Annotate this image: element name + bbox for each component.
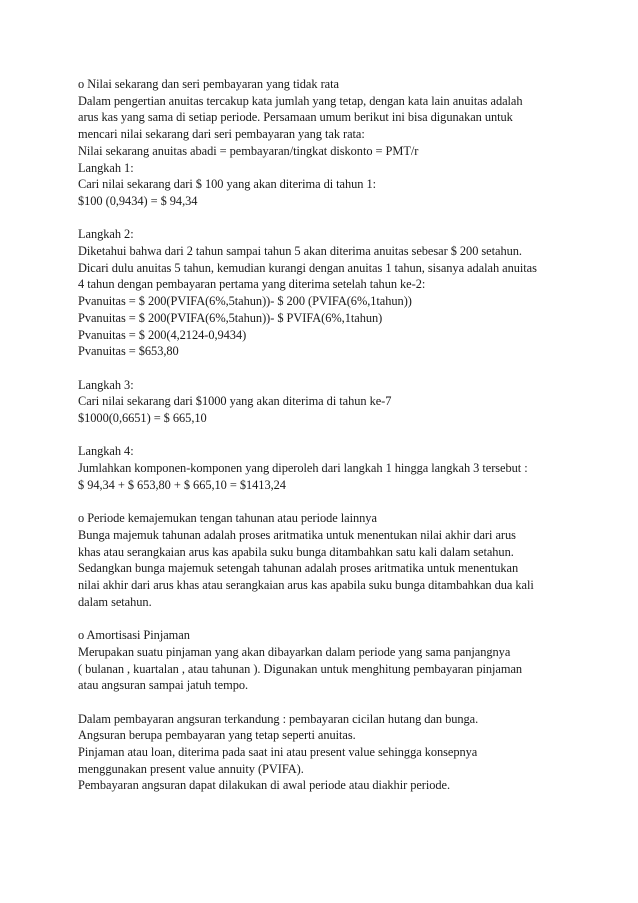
section-heading: o Periode kemajemukan tengan tahunan atau periode lainnya bbox=[78, 511, 377, 526]
paragraph-line: Cari nilai sekarang dari $1000 yang akan diterima di tahun ke-7 bbox=[78, 394, 392, 409]
formula-line: Pvanuitas = $ 200(4,2124-0,9434) bbox=[78, 327, 247, 342]
formula-line: $100 (0,9434) = $ 94,34 bbox=[78, 193, 198, 208]
paragraph-line: Dalam pengertian anuitas tercakup kata jumlah yang tetap, dengan kata lain anuitas adalah bbox=[78, 93, 523, 108]
step-heading: Langkah 2: bbox=[78, 227, 134, 242]
paragraph-gap bbox=[78, 427, 578, 444]
paragraph-line: khas atau serangkaian arus kas apabila suku bunga ditambahkan satu kali dalam setahun. bbox=[78, 544, 514, 559]
section-periode-kemajemukan bbox=[78, 510, 578, 610]
paragraph-line: Pembayaran angsuran dapat dilakukan di awal periode atau diakhir periode. bbox=[78, 778, 451, 793]
paragraph-line: arus kas yang sama di setiap periode. Persamaan umum berikut ini bisa digunakan untuk bbox=[78, 110, 513, 125]
formula-line: Pvanuitas = $653,80 bbox=[78, 344, 179, 359]
step-heading: Langkah 3: bbox=[78, 377, 134, 392]
formula-line: Pvanuitas = $ 200(PVIFA(6%,5tahun))- $ 200 (PVIFA(6%,1tahun)) bbox=[78, 294, 412, 309]
paragraph-line: Cari nilai sekarang dari $ 100 yang akan diterima di tahun 1: bbox=[78, 177, 377, 192]
paragraph-line: mencari nilai sekarang dari seri pembayaran yang tak rata: bbox=[78, 127, 365, 142]
paragraph-line: menggunakan present value annuity (PVIFA). bbox=[78, 761, 304, 776]
paragraph-line: atau angsuran sampai jatuh tempo. bbox=[78, 678, 249, 693]
step-heading: Langkah 4: bbox=[78, 444, 134, 459]
paragraph-line: Dalam pembayaran angsuran terkandung : pembayaran cicilan hutang dan bunga. bbox=[78, 711, 479, 726]
paragraph-gap bbox=[78, 694, 578, 711]
section-langkah-4 bbox=[78, 443, 578, 493]
section-heading: o Amortisasi Pinjaman bbox=[78, 628, 190, 643]
formula-line: Pvanuitas = $ 200(PVIFA(6%,5tahun))- $ PVIFA(6%,1tahun) bbox=[78, 310, 383, 325]
paragraph-line: Pinjaman atau loan, diterima pada saat ini atau present value sehingga konsepnya bbox=[78, 745, 478, 760]
section-heading: o Nilai sekarang dan seri pembayaran yang tidak rata bbox=[78, 77, 339, 91]
paragraph-gap bbox=[78, 210, 578, 227]
paragraph-line: Sedangkan bunga majemuk setengah tahunan adalah proses aritmatika untuk menentukan bbox=[78, 561, 519, 576]
paragraph-gap bbox=[78, 610, 578, 627]
paragraph-line: ( bulanan , kuartalan , atau tahunan ). Digunakan untuk menghitung pembayaran pinjaman bbox=[78, 661, 523, 676]
paragraph-line: Diketahui bahwa dari 2 tahun sampai tahun 5 akan diterima anuitas sebesar $ 200 setahun. bbox=[78, 244, 522, 259]
paragraph-line: Merupakan suatu pinjaman yang akan dibayarkan dalam periode yang sama panjangnya bbox=[78, 644, 511, 659]
formula-line: Nilai sekarang anuitas abadi = pembayaran/tingkat diskonto = PMT/r bbox=[78, 143, 419, 158]
step-heading: Langkah 1: bbox=[78, 160, 134, 175]
formula-line: $1000(0,6651) = $ 665,10 bbox=[78, 411, 207, 426]
document-page bbox=[78, 76, 578, 794]
paragraph-line: 4 tahun dengan pembayaran pertama yang diterima setelah tahun ke-2: bbox=[78, 277, 426, 292]
paragraph-gap bbox=[78, 360, 578, 377]
paragraph-line: Bunga majemuk tahunan adalah proses aritmatika untuk menentukan nilai akhir dari arus bbox=[78, 527, 516, 542]
paragraph-gap bbox=[78, 494, 578, 511]
section-pembayaran-angsuran bbox=[78, 711, 578, 795]
paragraph-line: Jumlahkan komponen-komponen yang diperoleh dari langkah 1 hingga langkah 3 tersebut : bbox=[78, 461, 528, 476]
section-nilai-sekarang bbox=[78, 76, 578, 210]
section-langkah-3 bbox=[78, 377, 578, 427]
formula-line: $ 94,34 + $ 653,80 + $ 665,10 = $1413,24 bbox=[78, 477, 286, 492]
section-langkah-2 bbox=[78, 226, 578, 360]
section-amortisasi bbox=[78, 627, 578, 694]
paragraph-line: Angsuran berupa pembayaran yang tetap seperti anuitas. bbox=[78, 728, 356, 743]
paragraph-line: dalam setahun. bbox=[78, 594, 152, 609]
paragraph-line: Dicari dulu anuitas 5 tahun, kemudian kurangi dengan anuitas 1 tahun, sisanya adalah anuitas bbox=[78, 260, 537, 275]
paragraph-line: nilai akhir dari arus khas atau serangkaian arus kas apabila suku bunga ditambahkan dua kali bbox=[78, 578, 534, 593]
